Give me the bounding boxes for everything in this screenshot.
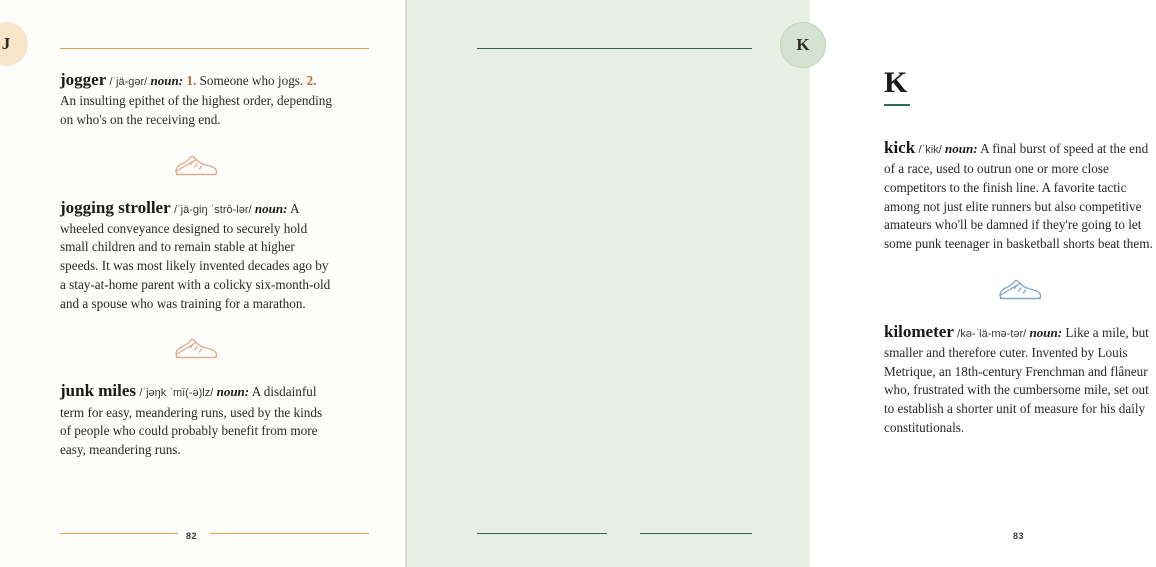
thumb-tab-k [780, 22, 826, 68]
page-number-left: 82 [186, 531, 198, 541]
entry-jogging-stroller-pron: /ˈjä-giŋ ˈstrō-lər/ [173, 203, 252, 216]
entry-jogging-stroller [60, 196, 332, 314]
thumb-tab-j [0, 22, 28, 66]
entry-junk-miles-headword: junk miles [60, 381, 137, 401]
entry-jogging-stroller-text [60, 196, 332, 314]
right-page [405, 0, 1153, 567]
left-page [0, 0, 405, 567]
entry-junk-miles-pos: noun: [216, 384, 250, 400]
entry-junk-miles-pron: /ˈjəŋk ˈmī(-ə)lz/ [139, 387, 214, 400]
running-shoe-icon [173, 152, 219, 178]
running-shoe-icon-divider-1 [60, 152, 332, 178]
entry-jogger [60, 68, 332, 130]
left-page-content [60, 68, 332, 460]
entry-jogger-sense-1-text: Someone who jogs. [199, 73, 304, 88]
thumb-tab-k-letter: K [796, 35, 810, 54]
left-page-top-rule [60, 48, 369, 49]
entry-junk-miles [60, 379, 332, 459]
entry-kilometer-pos: noun: [1029, 324, 1063, 340]
entry-junk-miles-text [60, 379, 332, 459]
left-page-bottom-rule-start [60, 533, 178, 534]
entry-kick [884, 136, 1156, 254]
right-page-content [884, 68, 1156, 438]
entry-kick-headword: kick [884, 138, 916, 157]
running-shoe-icon [997, 276, 1043, 302]
entry-jogger-sense-2-number: 2. [306, 73, 317, 88]
right-page-bottom-rule-start [477, 533, 607, 534]
entry-jogger-headword: jogger [60, 70, 107, 89]
entry-jogging-stroller-body: A wheeled conveyance designed to securely hold small children and to remain stable at higher speeds. It was most likely invented decades ago by a stay-at-home parent with a colicky six-month-old and a spouse who was training for a marathon. [60, 200, 331, 311]
left-page-bottom-rule-end [210, 533, 369, 534]
entry-jogger-sense-1-number: 1. [186, 73, 197, 88]
thumb-tab-j-letter: J [1, 34, 11, 53]
right-page-top-rule [477, 48, 752, 49]
entry-kilometer-text [884, 320, 1156, 438]
entry-jogger-sense-2-text: An insulting epithet of the highest order, depending on who's on the receiving end. [60, 93, 332, 127]
entry-jogging-stroller-headword: jogging stroller [60, 197, 171, 217]
entry-kilometer [884, 320, 1156, 438]
entry-kilometer-headword: kilometer [884, 321, 954, 341]
entry-kilometer-pron: /kə-ˈlä-mə-tər/ [957, 327, 1027, 340]
entry-junk-miles-body: A disdainful term for easy, meandering runs, used by the kinds of people who could probably benefit from more easy, meandering runs. [60, 384, 323, 457]
page-number-right: 83 [1013, 531, 1025, 541]
section-heading-underline [884, 104, 910, 106]
entry-kick-pos: noun: [945, 141, 978, 156]
entry-kick-text [884, 136, 1156, 254]
running-shoe-icon-divider-3 [884, 276, 1156, 302]
running-shoe-icon-divider-2 [60, 335, 332, 361]
entry-kick-pron: /ˈkik/ [918, 144, 942, 156]
running-shoe-icon [173, 335, 219, 361]
section-heading-letter: K [884, 66, 908, 99]
entry-jogger-pron-text: /ˈjä-gər/ [109, 76, 148, 88]
entry-jogger-pos: noun: [150, 73, 184, 88]
entry-jogging-stroller-pos: noun: [254, 200, 288, 216]
entry-kick-body: A final burst of speed at the end of a race, used to outrun one or more close competitors to the finish line. A favorite tactic among not just elite runners but also competitive amateurs who'll be damned if they're going to let some punk teenager in basketball shorts beat them. [884, 141, 1153, 252]
entry-jogger-text [60, 68, 332, 130]
right-page-bottom-rule-end [640, 533, 752, 534]
entry-kilometer-body: Like a mile, but smaller and therefore cuter. Invented by Louis Metrique, an 18th-century Frenchman and flâneur who, frustrated with the cumbersome mile, set out to establish a shorter unit of measure for his daily constitutionals. [884, 324, 1149, 435]
spread-gutter [405, 0, 407, 567]
